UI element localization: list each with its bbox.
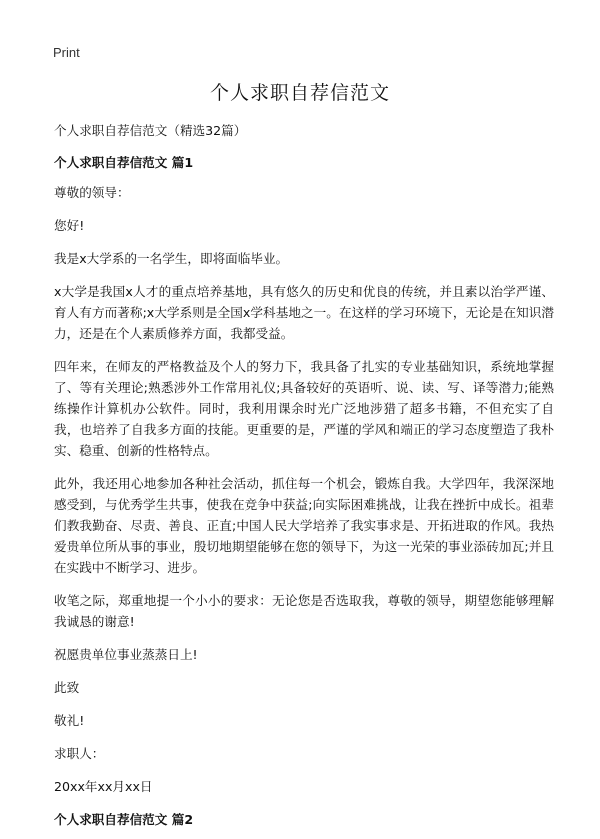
section-heading-2: 个人求职自荐信范文 篇2 <box>54 812 194 827</box>
print-label: Print <box>53 45 80 60</box>
paragraph-skills: 四年来，在师友的严格教益及个人的努力下，我具备了扎实的专业基础知识，系统地掌握了、等有关理论;熟悉涉外工作常用礼仪;具备较好的英语听、说、读、写、译等潜力;能熟练操作计算机办公软件。同时，我利用课余时光广泛地涉猎了超多书籍，不但充实了自我，也培养了自我多方面的技能。更重要的是，严谨的学风和端正的学习态度塑造了我朴实、稳重、创新的性格特点。 <box>54 359 554 458</box>
salutation: 尊敬的领导： <box>54 185 130 200</box>
paragraph-activities: 此外，我还用心地参加各种社会活动，抓住每一个机会，锻炼自我。大学四年，我深深地感受到，与优秀学生共事，使我在竞争中获益;向实际困难挑战，让我在挫折中成长。祖辈们教我勤奋、尽责、善良、正直;中国人民大学培养了我实事求是、开拓进取的作风。我热爱贵单位所从事的事业，殷切地期望能够在您的领导下，为这一光荣的事业添砖加瓦;并且在实践中不断学习、进步。 <box>54 476 554 575</box>
paragraph-university: x大学是我国x人才的重点培养基地，具有悠久的历史和优良的传统，并且素以治学严谨、育人有方而著称;x大学系则是全国x学科基地之一。在这样的学习环境下，无论是在知识潜力，还是在个人素质修养方面，我都受益。 <box>54 284 554 341</box>
date-line: 20xx年xx月xx日 <box>54 779 153 794</box>
paragraph-intro: 我是x大学系的一名学生，即将面临毕业。 <box>54 251 289 266</box>
closing-wish: 祝愿贵单位事业蒸蒸日上! <box>54 647 198 662</box>
greeting: 您好! <box>54 218 85 233</box>
closing-salute: 敬礼! <box>54 713 85 728</box>
document-body <box>54 120 554 839</box>
document-subtitle: 个人求职自荐信范文（精选32篇） <box>54 123 247 138</box>
signature-label: 求职人： <box>54 746 105 761</box>
paragraph-request: 收笔之际，郑重地提一个小小的要求：无论您是否选取我，尊敬的领导，期望您能够理解我诚恳的谢意! <box>54 593 554 629</box>
section-heading-1: 个人求职自荐信范文 篇1 <box>54 155 194 170</box>
closing-regards: 此致 <box>54 680 80 695</box>
page-title: 个人求职自荐信范文 <box>209 82 390 104</box>
